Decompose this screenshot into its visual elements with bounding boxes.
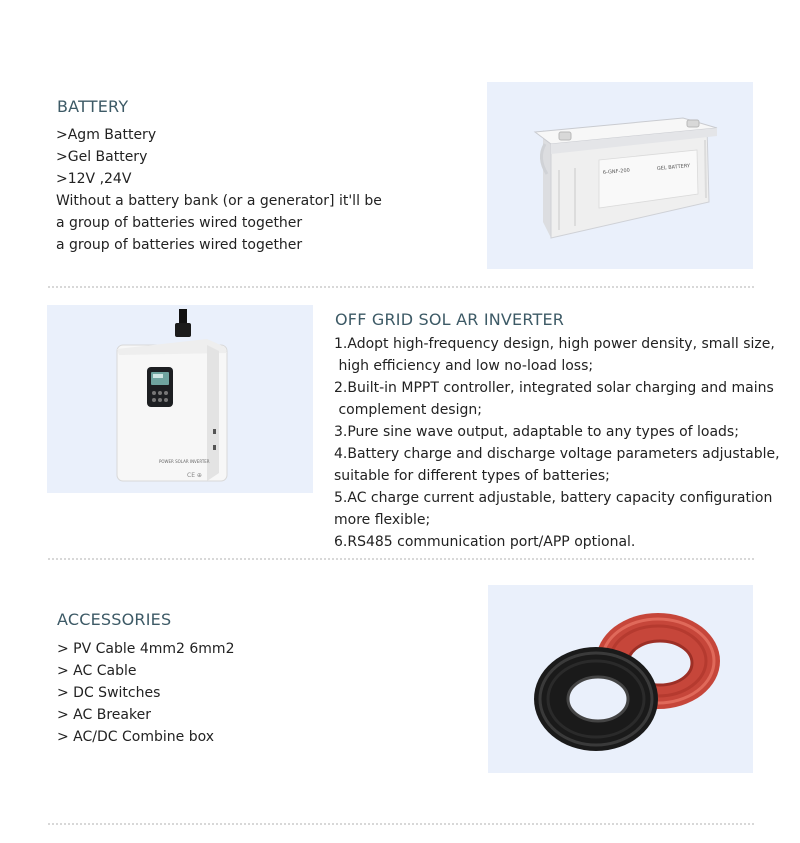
list-item: 5.AC charge current adjustable, battery capacity configuration: [334, 490, 773, 506]
list-item: 2.Built-in MPPT controller, integrated solar charging and mains: [334, 380, 774, 396]
svg-text:CE ⊕: CE ⊕: [187, 472, 202, 479]
list-item: a group of batteries wired together: [56, 237, 303, 253]
list-item: suitable for different types of batteries;: [334, 468, 610, 484]
list-item: >Agm Battery: [56, 127, 157, 143]
battery-label-top: 6-GNF-200: [602, 167, 631, 176]
list-item: >12V ,24V: [56, 171, 132, 187]
accessories-list: [57, 638, 234, 748]
accessories-title: ACCESSORIES: [57, 610, 172, 629]
divider: [48, 558, 754, 560]
divider: [48, 286, 754, 288]
list-item: 6.RS485 communication port/APP optional.: [334, 534, 636, 550]
inverter-image: [47, 305, 313, 493]
battery-product-photo-icon: [487, 82, 753, 269]
list-item: more flexible;: [334, 512, 431, 528]
list-item: high efficiency and low no-load loss;: [334, 358, 594, 374]
cable-coils-photo-icon: [488, 585, 753, 773]
list-item: > DC Switches: [57, 685, 161, 701]
list-item: 4.Battery charge and discharge voltage parameters adjustable,: [334, 446, 780, 462]
list-item: a group of batteries wired together: [56, 215, 303, 231]
list-item: complement design;: [334, 402, 482, 418]
accessories-image: [488, 585, 753, 773]
list-item: 3.Pure sine wave output, adaptable to any types of loads;: [334, 424, 739, 440]
battery-title: BATTERY: [57, 97, 129, 116]
inverter-product-photo-icon: [47, 305, 313, 493]
battery-list: [56, 124, 382, 256]
battery-image: [487, 82, 753, 269]
list-item: Without a battery bank (or a generator] it'll be: [56, 193, 382, 209]
inverter-label: POWER SOLAR INVERTER: [159, 459, 210, 464]
divider: [48, 823, 754, 825]
list-item: > PV Cable 4mm2 6mm2: [57, 641, 235, 657]
list-item: >Gel Battery: [56, 149, 148, 165]
inverter-list: [334, 333, 780, 553]
list-item: > AC Breaker: [57, 707, 151, 723]
list-item: > AC/DC Combine box: [57, 729, 215, 745]
list-item: > AC Cable: [57, 663, 137, 679]
list-item: 1.Adopt high-frequency design, high power density, small size,: [334, 336, 775, 352]
battery-label-side: GEL BATTERY: [656, 163, 691, 172]
inverter-title: OFF GRID SOL AR INVERTER: [335, 310, 565, 329]
